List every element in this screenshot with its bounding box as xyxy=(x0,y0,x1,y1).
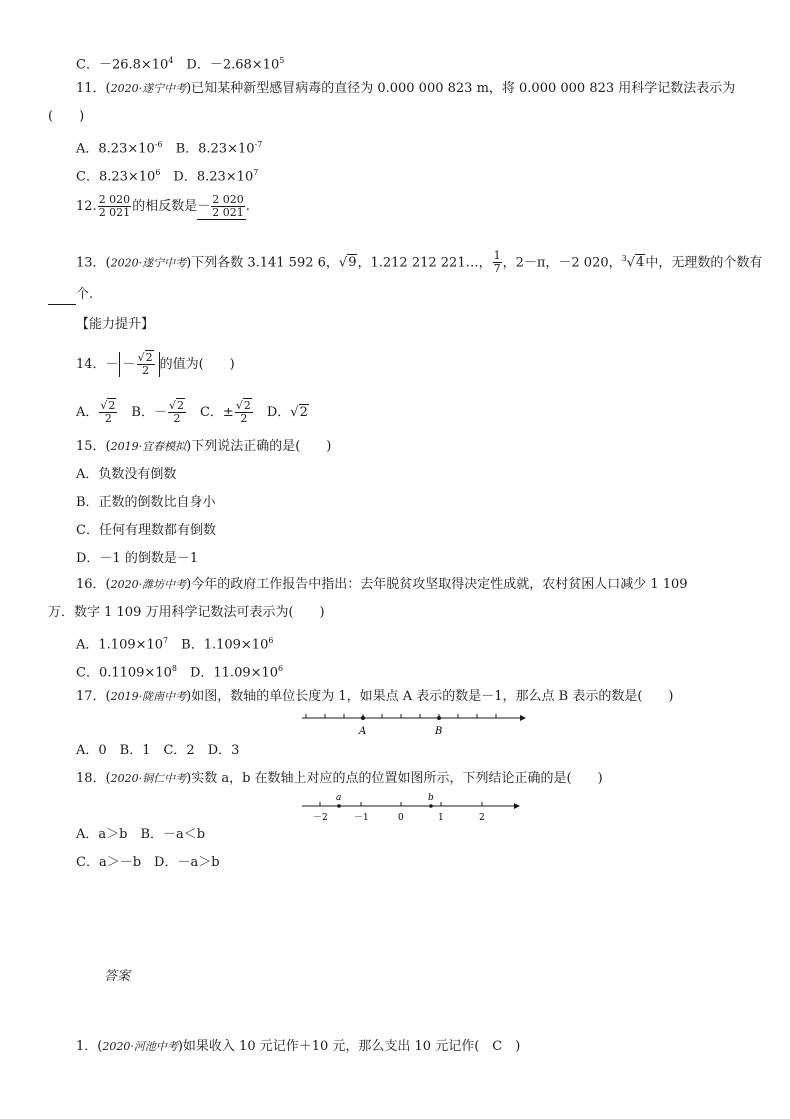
q12-fraction: $\frac{2 020}{2 021}$ xyxy=(98,193,131,219)
q18-options-ab: A．a＞b B．－a＜b xyxy=(76,827,206,842)
q11-paren: ( ) xyxy=(48,109,85,124)
q18-tick-label: －1 xyxy=(354,813,369,823)
q15-option-a: A．负数没有倒数 xyxy=(76,467,177,482)
q18-tick-label: 1 xyxy=(438,813,444,823)
q18-point-a xyxy=(337,804,341,808)
q18-tick-label: 2 xyxy=(479,813,485,823)
q18-tick-label: －2 xyxy=(313,813,328,823)
q17-label-b: B xyxy=(435,726,443,737)
q17-label-a: A xyxy=(359,726,367,737)
q18-stem: 18．(2020·铜仁中考)实数 a，b 在数轴上对应的点的位置如图所示，下列结论正确的是( ) xyxy=(76,771,603,786)
q17-stem: 17．(2019·陇南中考)如图，数轴的单位长度为 1，如果点 A 表示的数是－1，那么点 B 表示的数是( ) xyxy=(76,689,674,704)
q17-point-a xyxy=(361,716,365,720)
q15-option-b: B．正数的倒数比自身小 xyxy=(76,495,216,510)
q12: 12. $\frac{2 020}{2 021}$ 的相反数是－ $\frac{2 020}{2 021}$ . xyxy=(76,193,250,219)
q18-label-a: a xyxy=(336,793,342,803)
q14-stem: 14．－ － $\frac{√2}{2}$ 的值为( ) xyxy=(76,351,235,377)
q15-stem: 15．(2019·宜春模拟)下列说法正确的是( ) xyxy=(76,439,332,454)
q13-line2: 个. xyxy=(48,286,93,305)
q13-stem: 13．(2020·遂宁中考)下列各数 3.141 592 6，√9，1.212 212 221…， $\frac{1}{7}$ ，2－π，－2 020，$^3$√4中，无理数的个数有 xyxy=(76,249,763,276)
q18-tick-label: 0 xyxy=(398,813,404,823)
q13-fraction: $\frac{1}{7}$ xyxy=(493,249,501,276)
q11-stem: 11．(2020·遂宁中考)已知某种新型感冒病毒的直径为 0.000 000 823 m，将 0.000 000 823 用科学记数法表示为 xyxy=(76,81,736,96)
q16-options-ab: A．$1.109\times 10^7$ B．$1.109\times 10^6$ xyxy=(76,636,274,653)
q17-options: A．0 B．1 C．2 D．3 xyxy=(76,743,240,758)
q16-options-cd: C．$0.1109\times 10^8$ D．$11.09\times 10^6$ xyxy=(76,664,284,681)
q16-line2: 万．数字 1 109 万用科学记数法可表示为( ) xyxy=(48,605,325,620)
q15-option-c: C．任何有理数都有倒数 xyxy=(76,523,216,538)
q18-number-line xyxy=(298,792,528,824)
q13-answer-blank xyxy=(48,286,76,305)
q11-options-cd: C．$8.23\times 10^6$ D．$8.23\times 10^7$ xyxy=(76,168,259,185)
answer-title: 答案 xyxy=(104,969,131,984)
q17-number-line xyxy=(298,710,528,738)
q18-label-b: b xyxy=(428,793,434,803)
q10-options-cd: C．$-26.8\times 10^4$ D．$-2.68\times 10^5$ xyxy=(76,56,285,73)
q18-options-cd: C．a＞－b D．－a＞b xyxy=(76,855,220,870)
q17-point-b xyxy=(437,716,441,720)
q11-options-ab: A．$8.23\times 10^{-6}$ B．$8.23\times 10^{-7}$ xyxy=(76,140,263,157)
q15-option-d: D．－1 的倒数是－1 xyxy=(76,551,199,566)
q12-answer-blank: － $\frac{2 020}{2 021}$ xyxy=(197,193,244,219)
q16-stem: 16．(2020·潍坊中考)今年的政府工作报告中指出：去年脱贫攻坚取得决定性成就，农村贫困人口减少 1 109 xyxy=(76,577,688,592)
answer-1: 1．(2020·河池中考)如果收入 10 元记作＋10 元，那么支出 10 元记作( C ) xyxy=(76,1039,521,1054)
section-title: 【能力提升】 xyxy=(76,317,155,332)
q14-absolute-value: － $\frac{√2}{2}$ xyxy=(119,352,160,377)
q14-options: A． $\frac{√2}{2}$ B．－ $\frac{√2}{2}$ C．± $\frac{√2}{2}$ D．√2 xyxy=(76,399,308,425)
q18-point-b xyxy=(429,804,433,808)
